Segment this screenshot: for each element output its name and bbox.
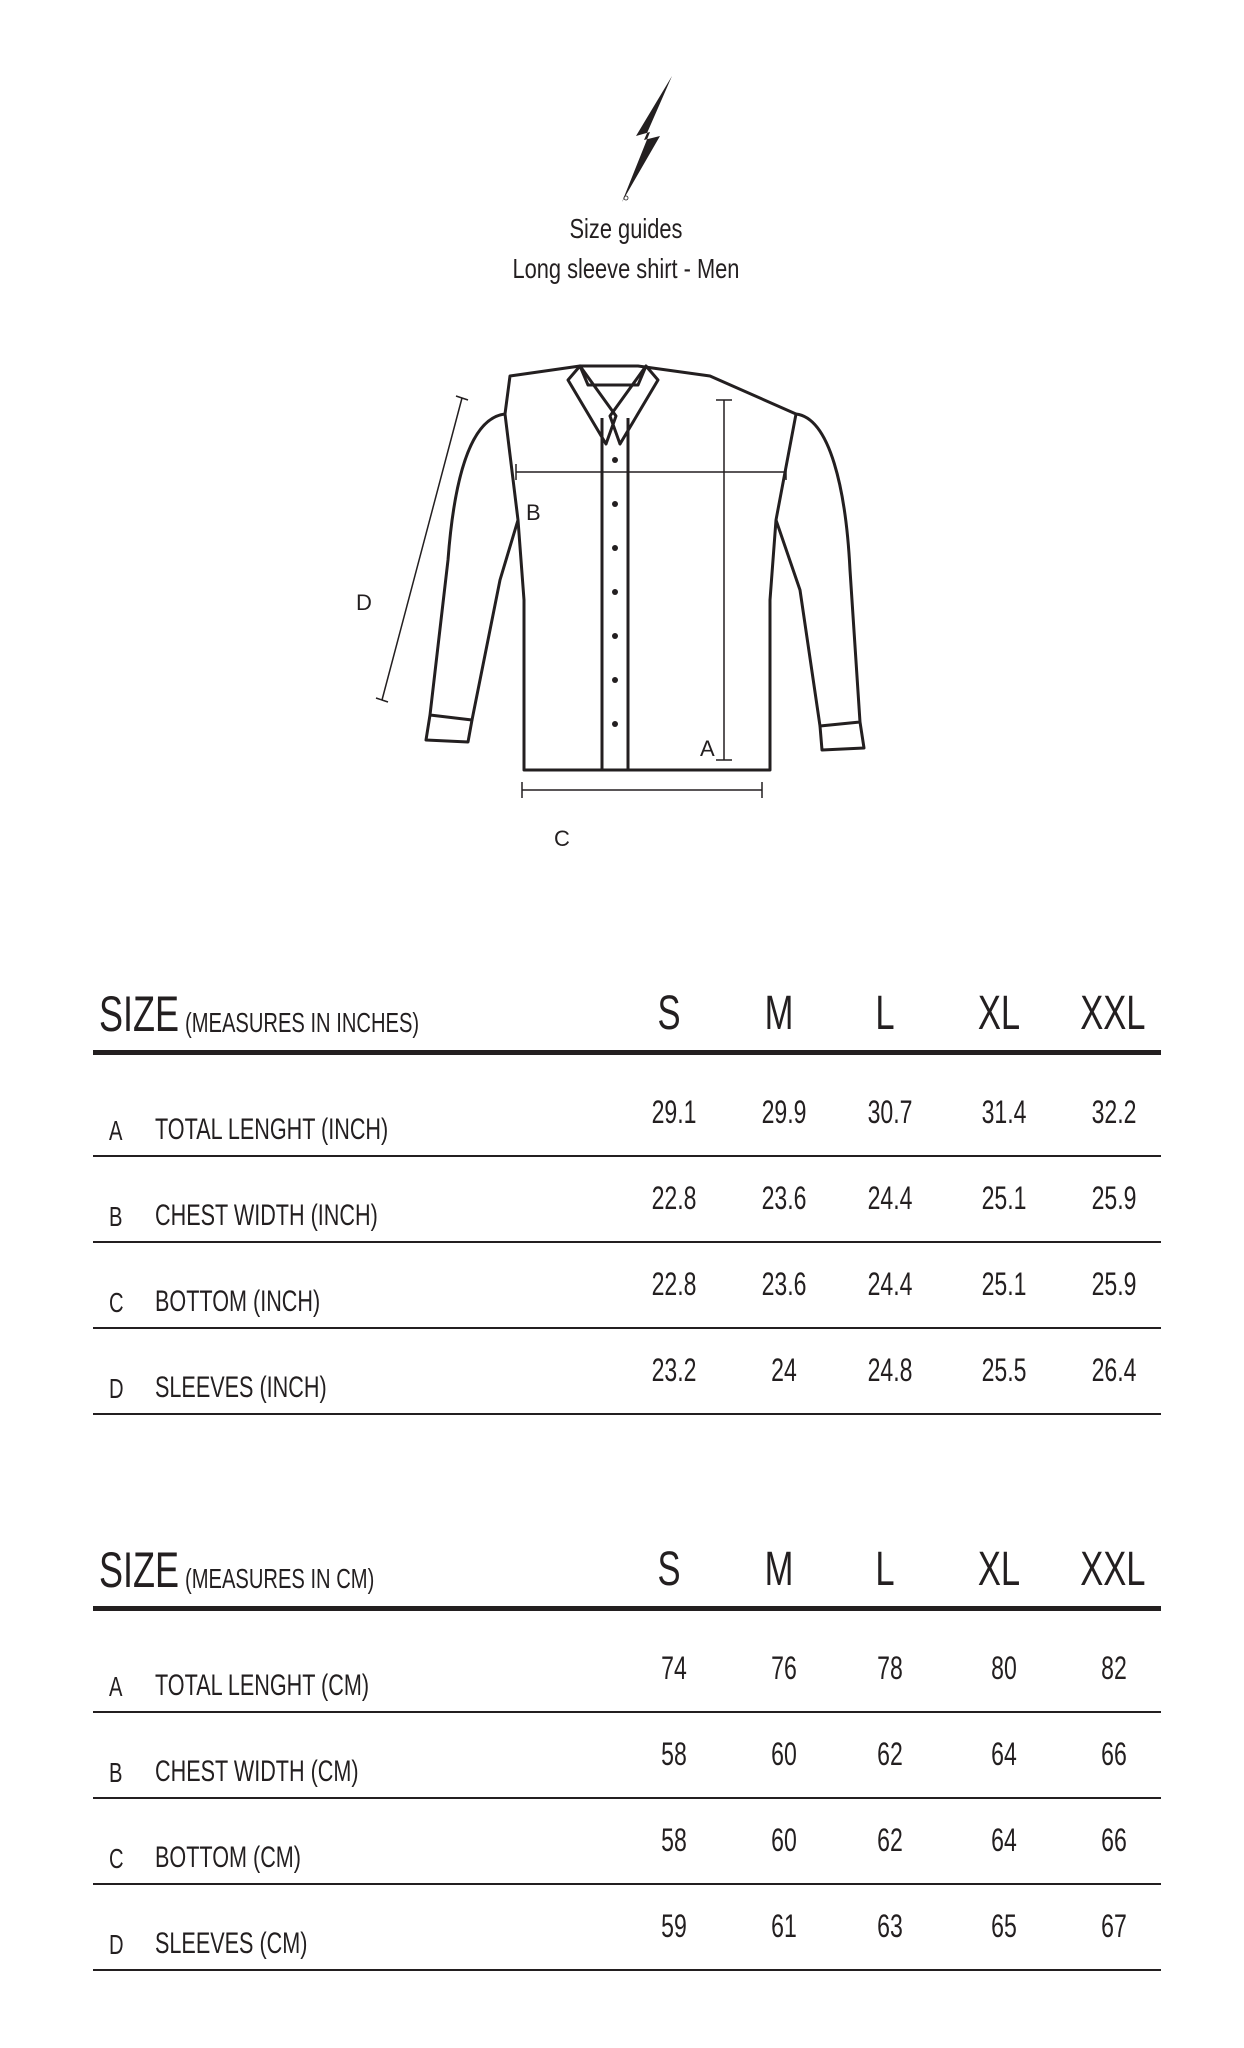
table-cell: 29.1 [651, 1094, 697, 1130]
size-table-cm [93, 1536, 1161, 1971]
row-letter: C [109, 1287, 124, 1318]
column-header-xxl: XXL [1080, 987, 1146, 1040]
row-letter: C [109, 1843, 124, 1874]
diagram-label-c: C [554, 826, 570, 851]
table-header [93, 980, 1161, 1055]
table-cell: 59 [661, 1908, 687, 1944]
table-cell: 25.1 [981, 1266, 1027, 1302]
table-cell: 58 [661, 1736, 687, 1772]
table-cell: 22.8 [651, 1266, 697, 1302]
table-cell: 64 [991, 1736, 1017, 1772]
table-row [93, 1611, 1161, 1713]
column-header-s: S [657, 1543, 681, 1596]
row-label: SLEEVES (INCH) [155, 1371, 327, 1404]
table-cell: 62 [877, 1736, 903, 1772]
column-header-xl: XL [977, 987, 1021, 1040]
shirt-diagram [300, 330, 980, 890]
row-label: CHEST WIDTH (CM) [155, 1755, 359, 1788]
row-label: BOTTOM (INCH) [155, 1285, 321, 1318]
table-cell: 58 [661, 1822, 687, 1858]
row-letter: B [109, 1201, 123, 1232]
table-cell: 24.8 [867, 1352, 913, 1388]
diagram-label-a: A [700, 736, 715, 761]
column-header-m: M [764, 987, 794, 1040]
table-cell: 25.9 [1091, 1180, 1137, 1216]
row-label: CHEST WIDTH (INCH) [155, 1199, 378, 1232]
size-heading: SIZE [99, 1542, 180, 1598]
table-cell: 31.4 [981, 1094, 1027, 1130]
table-cell: 24.4 [867, 1266, 913, 1302]
table-cell: 23.2 [651, 1352, 697, 1388]
table-row [93, 1713, 1161, 1799]
table-cell: 25.1 [981, 1180, 1027, 1216]
diagram-label-b: B [526, 500, 541, 525]
size-heading: SIZE [99, 986, 180, 1042]
row-letter: D [109, 1373, 124, 1404]
column-header-s: S [657, 987, 681, 1040]
column-header-m: M [764, 1543, 794, 1596]
table-cell: 23.6 [761, 1266, 807, 1302]
table-row [93, 1799, 1161, 1885]
page-title: Size guides [569, 213, 683, 244]
shirt-buttons [612, 457, 618, 727]
page-subtitle: Long sleeve shirt - Men [512, 253, 740, 284]
table-cell: 60 [771, 1822, 797, 1858]
table-cell: 66 [1101, 1736, 1127, 1772]
table-cell: 61 [771, 1908, 797, 1944]
lightning-bolt-logo [620, 74, 680, 204]
column-header-xxl: XXL [1080, 1543, 1146, 1596]
row-letter: B [109, 1757, 123, 1788]
table-row [93, 1329, 1161, 1415]
table-cell: 64 [991, 1822, 1017, 1858]
table-row [93, 1055, 1161, 1157]
row-letter: A [109, 1115, 123, 1146]
table-cell: 78 [877, 1650, 903, 1686]
table-cell: 67 [1101, 1908, 1127, 1944]
column-header-xl: XL [977, 1543, 1021, 1596]
column-header-l: L [875, 987, 895, 1040]
table-cell: 32.2 [1091, 1094, 1137, 1130]
table-cell: 76 [771, 1650, 797, 1686]
table-cell: 62 [877, 1822, 903, 1858]
table-cell: 82 [1101, 1650, 1127, 1686]
table-cell: 24.4 [867, 1180, 913, 1216]
column-header-l: L [875, 1543, 895, 1596]
table-cell: 23.6 [761, 1180, 807, 1216]
shirt-body [505, 366, 796, 770]
size-table-inches [93, 980, 1161, 1415]
diagram-label-d: D [356, 590, 372, 615]
table-cell: 80 [991, 1650, 1017, 1686]
row-letter: D [109, 1929, 124, 1960]
table-cell: 29.9 [761, 1094, 807, 1130]
shirt-left-sleeve [430, 414, 518, 720]
row-label: TOTAL LENGHT (CM) [155, 1669, 370, 1702]
table-cell: 66 [1101, 1822, 1127, 1858]
table-cell: 24 [771, 1352, 797, 1388]
table-cell: 65 [991, 1908, 1017, 1944]
row-letter: A [109, 1671, 123, 1702]
table-cell: 63 [877, 1908, 903, 1944]
row-label: SLEEVES (CM) [155, 1927, 308, 1960]
table-row [93, 1885, 1161, 1971]
row-label: TOTAL LENGHT (INCH) [155, 1113, 389, 1146]
table-cell: 25.9 [1091, 1266, 1137, 1302]
table-cell: 26.4 [1091, 1352, 1137, 1388]
table-row [93, 1157, 1161, 1243]
table-cell: 22.8 [651, 1180, 697, 1216]
table-cell: 25.5 [981, 1352, 1027, 1388]
table-cell: 74 [661, 1650, 687, 1686]
unit-note: (MEASURES IN CM) [185, 1563, 375, 1594]
unit-note: (MEASURES IN INCHES) [185, 1007, 420, 1038]
row-label: BOTTOM (CM) [155, 1841, 301, 1874]
table-cell: 60 [771, 1736, 797, 1772]
table-row [93, 1243, 1161, 1329]
table-cell: 30.7 [867, 1094, 913, 1130]
table-header [93, 1536, 1161, 1611]
